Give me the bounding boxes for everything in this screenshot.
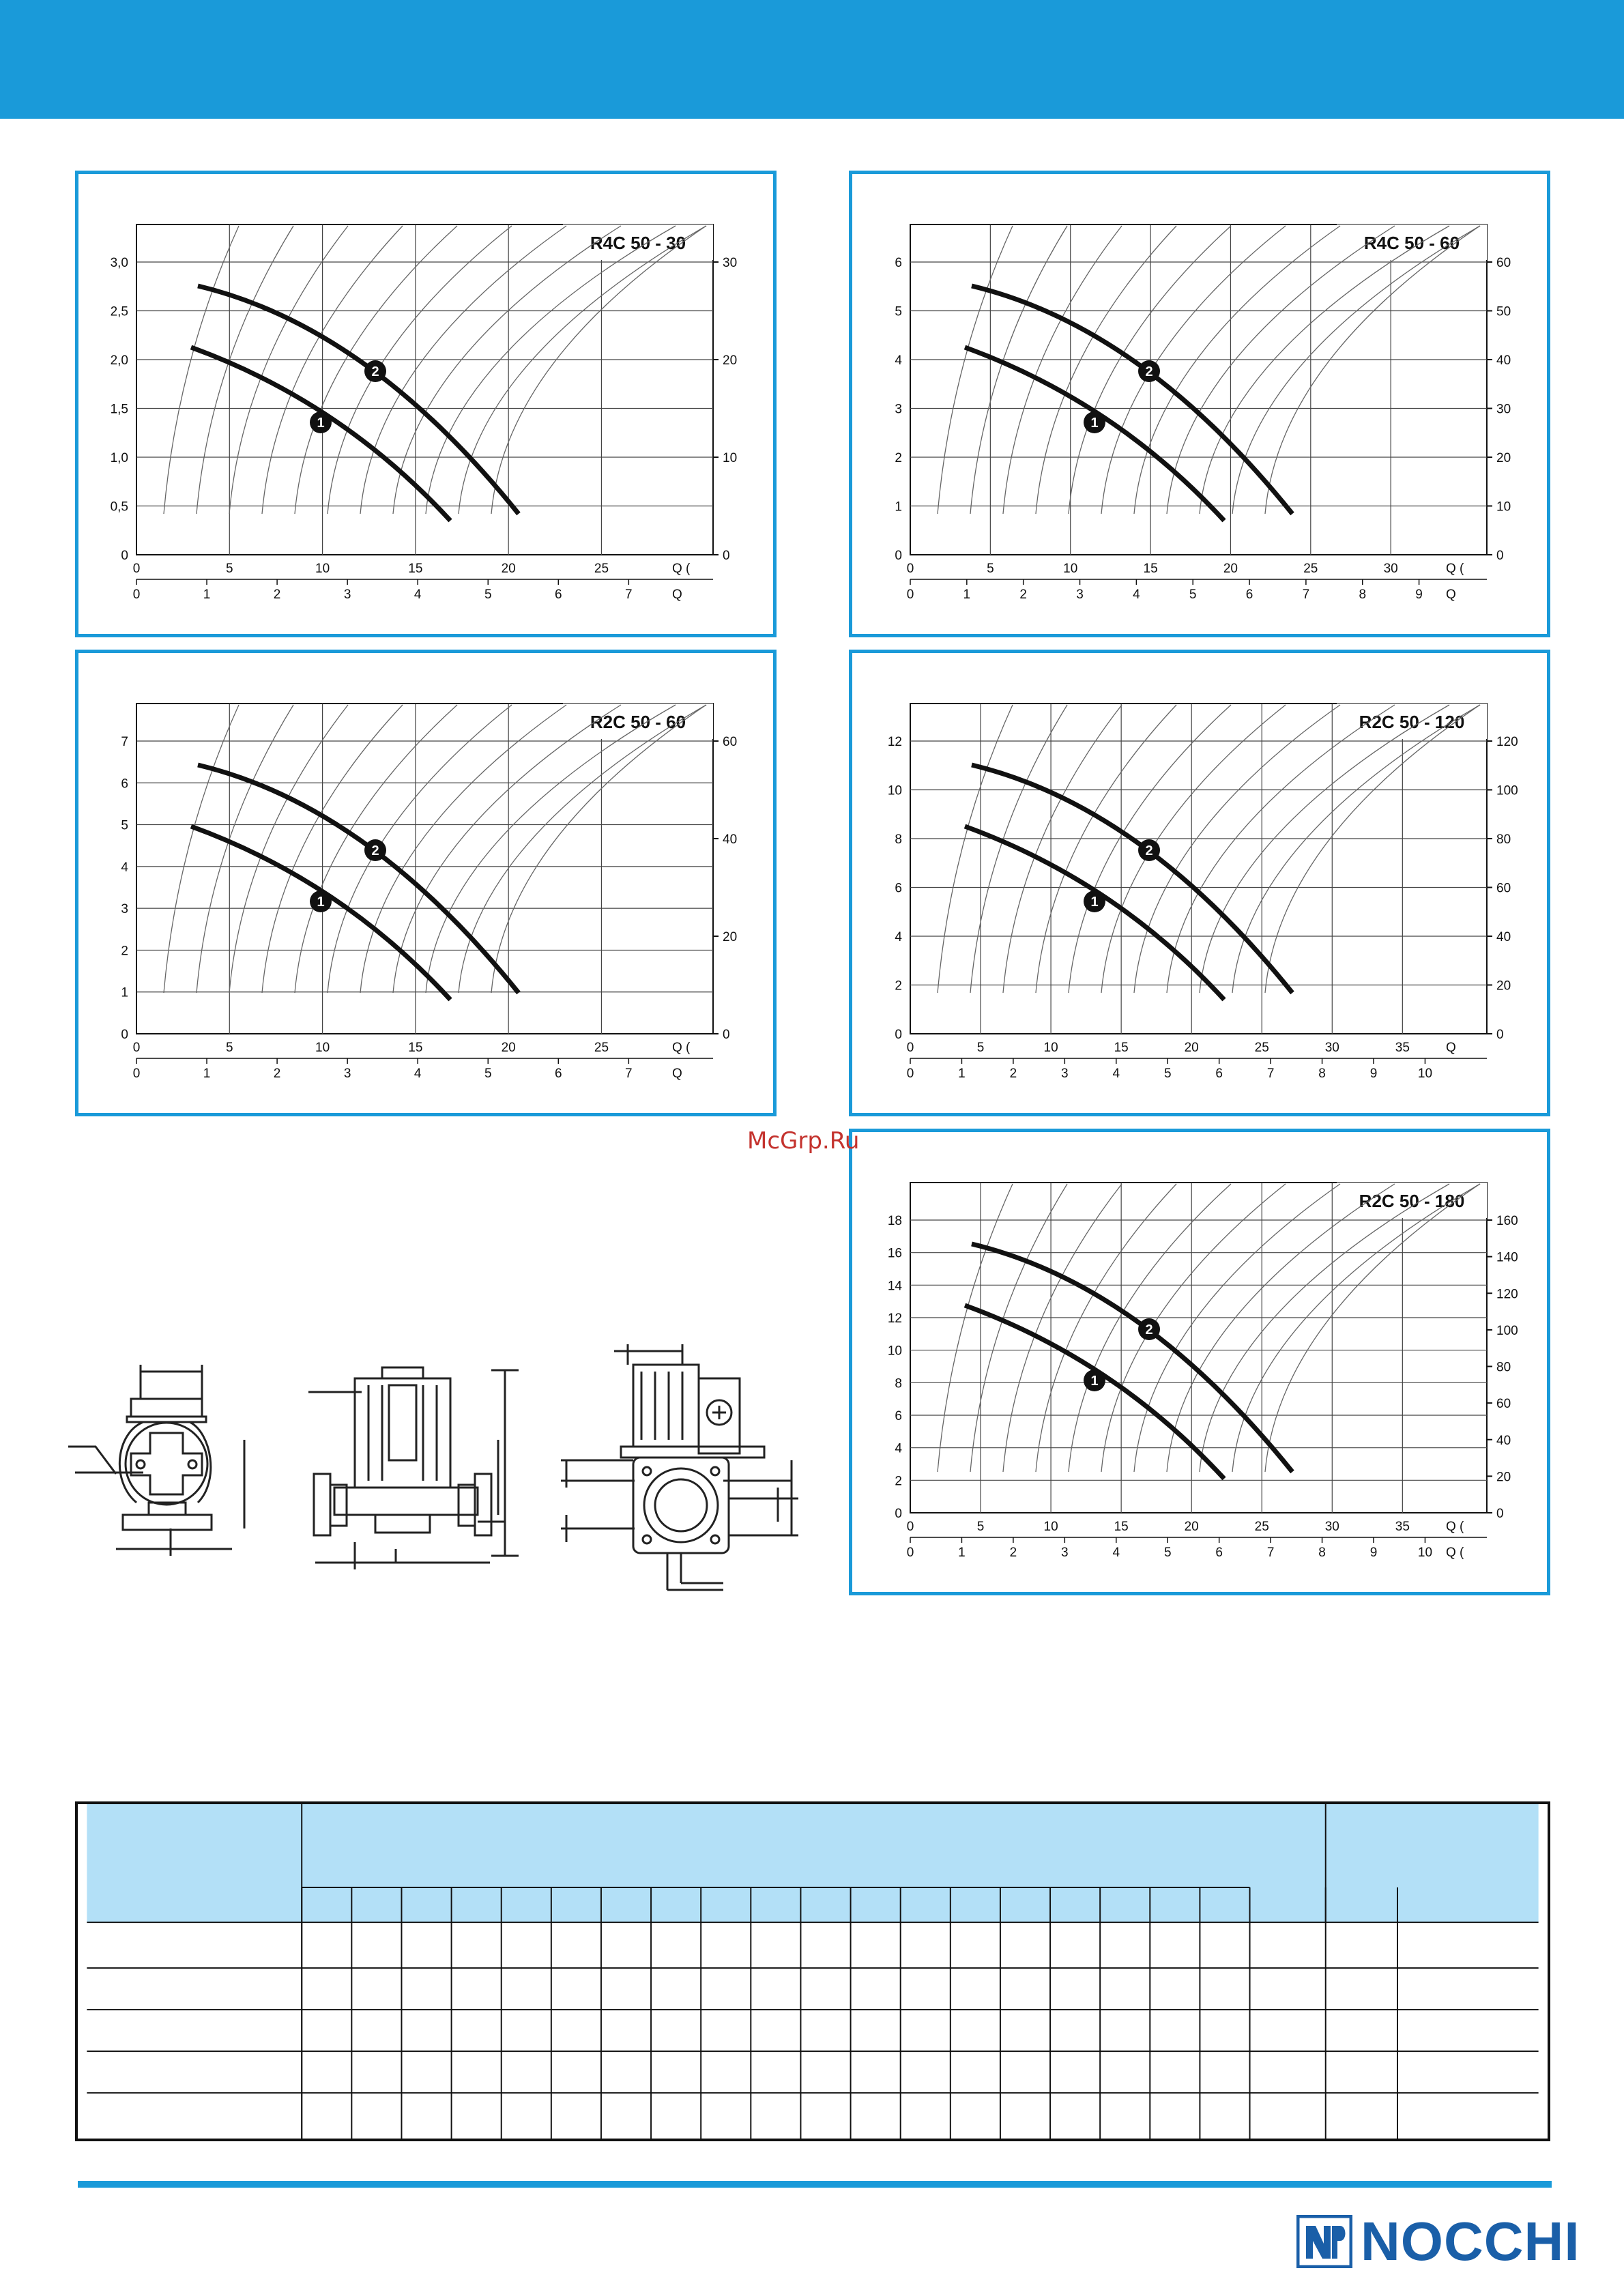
- bottom-tick2-label: 2: [1009, 1067, 1017, 1081]
- right-tick-label: 20: [723, 930, 738, 944]
- right-tick-label: 40: [723, 832, 738, 847]
- right-tick-label: 20: [1496, 451, 1511, 465]
- system-curve: [360, 226, 566, 514]
- bottom-tick2-label: 5: [1163, 1546, 1172, 1560]
- left-tick-label: 2: [895, 451, 902, 465]
- bottom-tick-label: 15: [1114, 1041, 1129, 1055]
- plot-frame: [136, 224, 713, 555]
- right-tick-label: 20: [723, 353, 738, 368]
- left-tick-label: 2: [121, 944, 128, 959]
- left-tick-label: 2,0: [110, 353, 128, 368]
- bottom-tick-label: 10: [1043, 1520, 1058, 1534]
- left-tick-label: 6: [121, 777, 128, 792]
- pump-curve-2: [972, 765, 1292, 993]
- bottom-tick-label: 30: [1383, 562, 1398, 576]
- right-tick-label: 50: [1496, 304, 1511, 319]
- pump-dimension-drawings: [68, 1324, 819, 1610]
- bottom-tick2-label: 1: [958, 1546, 966, 1560]
- left-tick-label: 10: [887, 1344, 902, 1359]
- q-axis-label-secondary: Q: [1446, 588, 1456, 602]
- nocchi-logo-icon: [1296, 2215, 1352, 2268]
- plot-frame: [910, 224, 1487, 555]
- bottom-tick-label: 10: [1063, 562, 1078, 576]
- bottom-tick-label: 15: [408, 1041, 423, 1055]
- left-tick-label: 6: [895, 1409, 902, 1423]
- pump-curve-2: [972, 286, 1292, 514]
- bottom-tick-label: 25: [1254, 1041, 1269, 1055]
- system-curve: [1167, 1184, 1395, 1472]
- chart-r2c-50-180: [852, 1132, 1547, 1592]
- bottom-tick-label: 30: [1324, 1041, 1339, 1055]
- bottom-tick2-label: 2: [1019, 588, 1027, 602]
- left-tick-label: 2: [895, 979, 902, 994]
- bottom-tick2-label: 4: [1112, 1546, 1120, 1560]
- bottom-tick2-label: 0: [132, 588, 141, 602]
- bottom-tick2-label: 4: [1133, 588, 1140, 602]
- curve-badge-label: 1: [317, 895, 325, 910]
- bottom-tick-label: 5: [226, 562, 233, 576]
- bottom-tick2-label: 7: [625, 588, 633, 602]
- right-tick-label: 20: [1496, 1470, 1511, 1485]
- bottom-tick2-label: 9: [1369, 1546, 1378, 1560]
- bottom-tick-label: 25: [1254, 1520, 1269, 1534]
- bottom-tick2-label: 4: [1112, 1067, 1120, 1081]
- bottom-tick2-label: 1: [958, 1067, 966, 1081]
- chart-r2c-50-60: [78, 653, 773, 1113]
- curve-badge-label: 2: [1145, 1322, 1153, 1337]
- left-tick-label: 6: [895, 881, 902, 896]
- system-curve: [1134, 705, 1340, 993]
- system-curve: [164, 705, 239, 993]
- bottom-tick2-label: 4: [414, 1067, 422, 1081]
- curve-badge-label: 1: [1090, 1374, 1099, 1389]
- right-tick-label: 120: [1496, 735, 1518, 749]
- left-tick-label: 0: [121, 1028, 128, 1042]
- bottom-tick2-label: 0: [906, 1546, 914, 1560]
- right-tick-label: 80: [1496, 1360, 1511, 1375]
- bottom-tick2-label: 3: [1061, 1067, 1069, 1081]
- system-curve: [393, 226, 621, 514]
- left-tick-label: 16: [887, 1246, 902, 1261]
- bottom-tick2-label: 1: [963, 588, 971, 602]
- bottom-tick-label: 5: [226, 1041, 233, 1055]
- bottom-tick2-label: 3: [343, 588, 351, 602]
- curve-badge-label: 2: [371, 364, 379, 379]
- bottom-tick2-label: 2: [1009, 1546, 1017, 1560]
- chart-panel-r2c-50-120: [849, 650, 1550, 1116]
- left-tick-label: 8: [895, 832, 902, 847]
- system-curve: [1134, 1184, 1340, 1472]
- curve-badge-label: 2: [371, 843, 379, 858]
- system-curve: [459, 226, 706, 514]
- left-tick-label: 2: [895, 1474, 902, 1489]
- bottom-tick-label: 25: [1303, 562, 1318, 576]
- right-tick-label: 100: [1496, 1323, 1518, 1338]
- bottom-tick2-label: 3: [343, 1067, 351, 1081]
- left-tick-label: 3: [895, 402, 902, 417]
- system-curve: [938, 226, 1013, 514]
- curve-badge-label: 1: [1090, 895, 1099, 910]
- q-axis-label: Q (: [672, 1041, 691, 1055]
- bottom-tick-label: 5: [976, 1041, 985, 1055]
- left-tick-label: 5: [121, 818, 128, 833]
- right-tick-label: 0: [723, 549, 730, 563]
- bottom-tick2-label: 6: [1215, 1067, 1223, 1081]
- bottom-tick2-label: 0: [906, 588, 914, 602]
- bottom-tick2-label: 7: [625, 1067, 633, 1081]
- chart-panel-r4c-50-60: [849, 171, 1550, 637]
- left-tick-label: 0: [895, 1028, 902, 1042]
- pump-curve-2: [198, 286, 519, 514]
- chart-title: R4C 50 - 30: [590, 233, 686, 253]
- bottom-tick2-label: 3: [1061, 1546, 1069, 1560]
- system-curve: [1232, 705, 1480, 993]
- curve-badge-label: 2: [1145, 364, 1153, 379]
- left-tick-label: 7: [121, 735, 128, 749]
- chart-r4c-50-30: [78, 174, 773, 634]
- curve-badge-label: 2: [1145, 843, 1153, 858]
- right-tick-label: 0: [1496, 1028, 1504, 1042]
- right-tick-label: 60: [723, 735, 738, 749]
- left-tick-label: 12: [887, 735, 902, 749]
- system-curve: [1232, 1184, 1480, 1472]
- chart-panel-r2c-50-60: [75, 650, 777, 1116]
- left-tick-label: 3,0: [110, 256, 128, 270]
- bottom-tick-label: 15: [1143, 562, 1158, 576]
- plot-frame: [910, 1183, 1487, 1513]
- q-axis-label: Q: [1446, 1041, 1456, 1055]
- bottom-tick2-label: 9: [1369, 1067, 1378, 1081]
- header-band: [0, 0, 1624, 119]
- left-tick-label: 4: [895, 1441, 902, 1456]
- bottom-tick2-label: 1: [203, 1067, 211, 1081]
- right-tick-label: 80: [1496, 832, 1511, 847]
- bottom-tick2-label: 10: [1417, 1067, 1433, 1081]
- bottom-tick2-label: 7: [1266, 1067, 1275, 1081]
- bottom-tick2-label: 2: [273, 1067, 281, 1081]
- left-tick-label: 10: [887, 783, 902, 798]
- pump-flange-view: [561, 1344, 798, 1590]
- system-curve: [164, 226, 239, 514]
- left-tick-label: 4: [895, 930, 902, 944]
- right-tick-label: 40: [1496, 930, 1511, 944]
- bottom-tick-label: 0: [132, 562, 141, 576]
- chart-title: R2C 50 - 180: [1359, 1191, 1465, 1211]
- pump-curve-1: [965, 1305, 1224, 1479]
- chart-title: R2C 50 - 120: [1359, 712, 1465, 732]
- left-tick-label: 4: [895, 353, 902, 368]
- right-tick-label: 160: [1496, 1214, 1518, 1228]
- left-tick-label: 1,5: [110, 402, 128, 417]
- pump-curve-1: [965, 347, 1224, 521]
- q-axis-label: Q (: [1446, 562, 1464, 576]
- curve-badge-label: 1: [317, 416, 325, 431]
- bottom-tick-label: 15: [1114, 1520, 1129, 1534]
- bottom-tick-label: 20: [501, 562, 516, 576]
- pump-curve-2: [198, 765, 519, 993]
- bottom-tick2-label: 7: [1302, 588, 1310, 602]
- q-axis-label-secondary: Q: [672, 1067, 682, 1081]
- bottom-tick-label: 15: [408, 562, 423, 576]
- right-tick-label: 40: [1496, 1433, 1511, 1448]
- right-tick-label: 0: [1496, 549, 1504, 563]
- bottom-tick-label: 20: [1184, 1520, 1199, 1534]
- plot-frame: [136, 704, 713, 1034]
- bottom-tick-label: 0: [906, 1520, 914, 1534]
- pump-curve-1: [191, 347, 450, 521]
- pump-front-view: [68, 1365, 244, 1556]
- bottom-tick2-label: 4: [414, 588, 422, 602]
- bottom-tick-label: 0: [906, 1041, 914, 1055]
- pump-curve-2: [972, 1244, 1292, 1472]
- right-tick-label: 60: [1496, 1397, 1511, 1412]
- left-tick-label: 6: [895, 256, 902, 270]
- right-tick-label: 60: [1496, 256, 1511, 270]
- bottom-tick-label: 35: [1395, 1041, 1410, 1055]
- system-curve: [1232, 226, 1480, 514]
- left-tick-label: 1: [895, 499, 902, 515]
- bottom-tick-label: 25: [594, 562, 609, 576]
- q-axis-label: Q (: [672, 562, 691, 576]
- bottom-tick-label: 25: [594, 1041, 609, 1055]
- right-tick-label: 60: [1496, 881, 1511, 896]
- bottom-tick-label: 0: [132, 1041, 141, 1055]
- system-curve: [938, 705, 1013, 993]
- left-tick-label: 8: [895, 1376, 902, 1391]
- pump-curve-1: [965, 826, 1224, 1000]
- bottom-tick2-label: 8: [1318, 1067, 1326, 1081]
- system-curve: [393, 705, 621, 993]
- bottom-tick-label: 30: [1324, 1520, 1339, 1534]
- chart-title: R2C 50 - 60: [590, 712, 686, 732]
- spec-table: [75, 1801, 1550, 2141]
- q-axis-label-secondary: Q: [672, 588, 682, 602]
- system-curve: [938, 1184, 1013, 1472]
- bottom-tick-label: 10: [1043, 1041, 1058, 1055]
- bottom-tick2-label: 8: [1318, 1546, 1326, 1560]
- bottom-tick2-label: 6: [1215, 1546, 1223, 1560]
- spec-table-header: [87, 1804, 1538, 1922]
- bottom-tick2-label: 0: [906, 1067, 914, 1081]
- left-tick-label: 0: [895, 549, 902, 563]
- footer-line: [78, 2181, 1552, 2188]
- bottom-tick2-label: 8: [1359, 588, 1367, 602]
- chart-r4c-50-60: [852, 174, 1547, 634]
- q-axis-label-secondary: Q (: [1446, 1546, 1464, 1560]
- bottom-tick2-label: 6: [555, 1067, 562, 1081]
- bottom-tick2-label: 5: [484, 588, 492, 602]
- system-curve: [1167, 226, 1395, 514]
- bottom-tick-label: 5: [976, 1520, 985, 1534]
- right-tick-label: 30: [723, 256, 738, 270]
- chart-panel-r4c-50-30: [75, 171, 777, 637]
- chart-title: R4C 50 - 60: [1363, 233, 1460, 253]
- chart-r2c-50-120: [852, 653, 1547, 1113]
- bottom-tick-label: 20: [1184, 1041, 1199, 1055]
- right-tick-label: 0: [723, 1028, 730, 1042]
- right-tick-label: 140: [1496, 1250, 1518, 1265]
- bottom-tick-label: 0: [906, 562, 914, 576]
- bottom-tick-label: 10: [315, 1041, 330, 1055]
- system-curve: [360, 705, 566, 993]
- pump-curve-1: [191, 826, 450, 1000]
- watermark-text: McGrp.Ru: [747, 1127, 860, 1155]
- right-tick-label: 100: [1496, 783, 1518, 798]
- bottom-tick2-label: 5: [1163, 1067, 1172, 1081]
- plot-frame: [910, 704, 1487, 1034]
- left-tick-label: 0: [121, 549, 128, 563]
- left-tick-label: 1,0: [110, 451, 128, 465]
- right-tick-label: 10: [723, 451, 738, 465]
- bottom-tick2-label: 7: [1266, 1546, 1275, 1560]
- bottom-tick-label: 20: [501, 1041, 516, 1055]
- right-tick-label: 40: [1496, 353, 1511, 368]
- bottom-tick2-label: 6: [555, 588, 562, 602]
- bottom-tick2-label: 3: [1076, 588, 1084, 602]
- bottom-tick-label: 35: [1395, 1520, 1410, 1534]
- chart-panel-r2c-50-180: [849, 1129, 1550, 1595]
- bottom-tick-label: 5: [987, 562, 994, 576]
- bottom-tick2-label: 6: [1245, 588, 1253, 602]
- brand-name: NOCCHI: [1361, 2211, 1580, 2272]
- system-curve: [1134, 226, 1340, 514]
- bottom-tick2-label: 5: [1189, 588, 1197, 602]
- left-tick-label: 1: [121, 985, 128, 1000]
- bottom-tick2-label: 9: [1415, 588, 1423, 602]
- system-curve: [459, 705, 706, 993]
- right-tick-label: 10: [1496, 499, 1511, 515]
- bottom-tick2-label: 5: [484, 1067, 492, 1081]
- system-curve: [1167, 705, 1395, 993]
- bottom-tick-label: 10: [315, 562, 330, 576]
- right-tick-label: 0: [1496, 1507, 1504, 1521]
- left-tick-label: 0,5: [110, 499, 128, 515]
- curve-badge-label: 1: [1090, 416, 1099, 431]
- bottom-tick2-label: 2: [273, 588, 281, 602]
- left-tick-label: 5: [895, 304, 902, 319]
- left-tick-label: 2,5: [110, 304, 128, 319]
- bottom-tick2-label: 0: [132, 1067, 141, 1081]
- left-tick-label: 14: [887, 1279, 902, 1294]
- right-tick-label: 20: [1496, 979, 1511, 994]
- bottom-tick2-label: 1: [203, 588, 211, 602]
- left-tick-label: 0: [895, 1507, 902, 1521]
- left-tick-label: 18: [887, 1214, 902, 1228]
- bottom-tick-label: 20: [1223, 562, 1238, 576]
- left-tick-label: 3: [121, 902, 128, 917]
- pump-side-view: [308, 1367, 519, 1569]
- brand-logo: [1296, 2211, 1580, 2272]
- right-tick-label: 120: [1496, 1287, 1518, 1302]
- left-tick-label: 12: [887, 1312, 902, 1326]
- right-tick-label: 30: [1496, 402, 1511, 417]
- q-axis-label: Q (: [1446, 1520, 1464, 1534]
- left-tick-label: 4: [121, 860, 128, 875]
- bottom-tick2-label: 10: [1417, 1546, 1433, 1560]
